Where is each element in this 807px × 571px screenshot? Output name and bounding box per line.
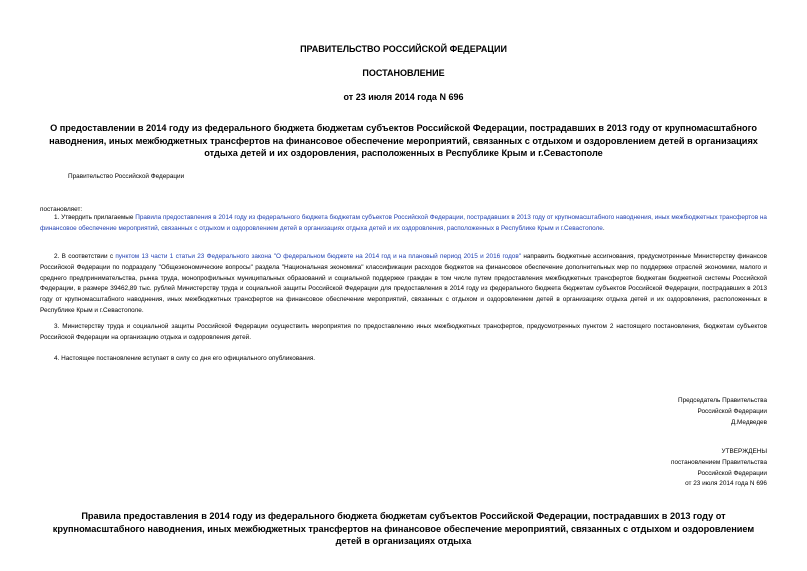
paragraph-4: 4. Настоящее постановление вступает в силу со дня его официального опубликования. [54, 355, 316, 362]
document-title: О предоставлении в 2014 году из федерального бюджета бюджетам субъектов Российской Федерации, пострадавших в 2013 году от крупномасштабного наводнения, иных межбюджетных трансфертов на финансовое обеспечение мероприятий, связанных с отдыхом и оздоровлением детей в организациях отдыха детей и их оздоровления, расположенных в Республике Крым и г.Севастополе [49, 123, 758, 158]
signature-position: Председатель Правительства [678, 397, 767, 404]
approval-label: УТВЕРЖДЕНЫ [721, 448, 767, 455]
paragraph-2-tail: направить бюджетные ассигнования, предусмотренные Министерству финансов Российской Федерации по подразделу "Общеэкономические вопросы" раздела "Национальная экономика" классификации расходов бюджетов на финансовое обеспечение дополнительных мер по поддержке отраслей экономики, малого и среднего предпринимательства, рынка труда, монопрофильных муниципальных образований и социальной поддержке граждан в том числе путем предоставления межбюджетных трансфертов бюджетам бюджетной системы Российской Федерации, в размере 39462,89 тыс. рублей Министерству труда и социальной защиты Российской Федерации для предоставления в 2014 году из федерального бюджета бюджетам субъектов Российской Федерации, пострадавших в 2013 году от крупномасштабного наводнения, иных межбюджетных трансфертов на финансовое обеспечение мероприятий, связанных с отдыхом и оздоровлением детей в организациях отдыха детей и их оздоровления, расположенных в Республике Крым и г.Севастополе. [40, 253, 767, 314]
paragraph-1-tail: . [602, 224, 605, 232]
rules-link[interactable]: Правила предоставления в 2014 году из федерального бюджета бюджетам субъектов Российской Федерации, пострадавших в 2013 году от крупномасштабного наводнения, иных межбюджетных трансфертов на финансовое обеспечение мероприятий, связанных с отдыхом и оздоровлением детей в организациях отдыха детей и их оздоровления, расположенных в Республике Крым и г.Севастополе [40, 214, 767, 232]
signature-country: Российской Федерации [697, 407, 767, 415]
intro-text: Правительство Российской Федерации [68, 173, 185, 180]
document-type: ПОСТАНОВЛЕНИЕ [362, 68, 445, 78]
paragraph-2-lead: 2. В соответствии с [54, 253, 116, 260]
federal-law-link[interactable]: пунктом 13 части 1 статьи 23 Федерального закона "О федеральном бюджете на 2014 год и на плановый период 2015 и 2016 годов" [115, 253, 522, 260]
approval-block [671, 447, 767, 490]
paragraph-1 [40, 213, 767, 235]
approval-by: постановлением Правительства [671, 458, 767, 466]
approval-country: Российской Федерации [697, 469, 767, 477]
document-date-number: от 23 июля 2014 года N 696 [343, 92, 464, 102]
approval-date: от 23 июля 2014 года N 696 [685, 480, 767, 488]
paragraph-2 [40, 252, 767, 317]
signature-name: Д.Медведев [730, 418, 767, 426]
rules-title: Правила предоставления в 2014 году из федерального бюджета бюджетам субъектов Российской Федерации, пострадавших в 2013 году от крупномасштабного наводнения, иных межбюджетных трансфертов на финансовое обеспечение мероприятий, связанных с отдыхом и оздоровлением детей в организациях отдыха [52, 511, 755, 546]
signature-block [678, 396, 767, 428]
government-heading: ПРАВИТЕЛЬСТВО РОССИЙСКОЙ ФЕДЕРАЦИИ [300, 44, 507, 54]
paragraph-3: 3. Министерству труда и социальной защиты Российской Федерации осуществить мероприятия по предоставлению иных межбюджетных трансфертов, предусмотренных пунктом 2 настоящего постановления, бюджетам субъектов Российской Федерации на организацию отдыха и оздоровления детей. [40, 323, 767, 341]
paragraph-1-lead: 1. Утвердить прилагаемые [54, 214, 136, 221]
resolves-text: постановляет: [40, 206, 83, 213]
